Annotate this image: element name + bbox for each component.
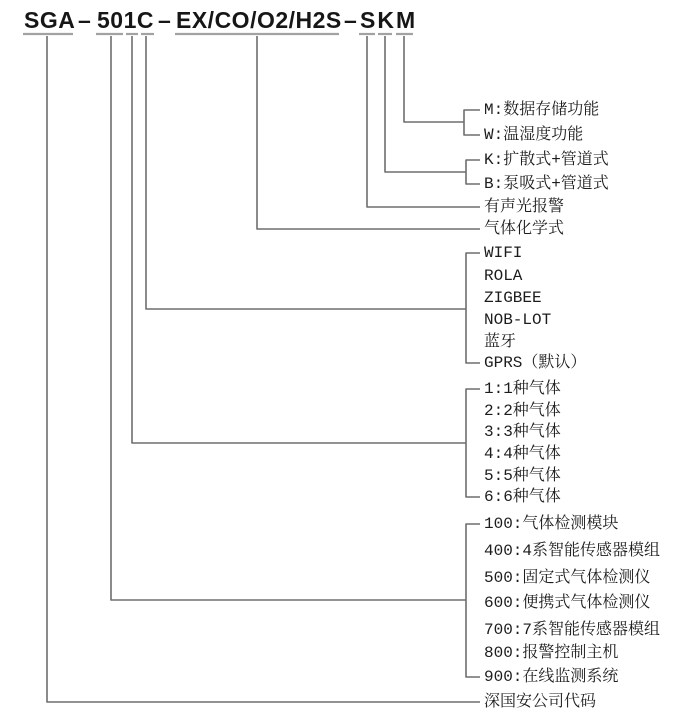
connector-gas-count (132, 36, 466, 443)
code-function-suffix: SKM (360, 7, 418, 33)
diagram-label-gprs-default: GPRS（默认） (484, 354, 587, 372)
code-company-prefix: SGA (24, 7, 76, 33)
connector-suffix-k (385, 36, 466, 172)
diagram-label-800-alarm-host: 800:报警控制主机 (484, 644, 619, 662)
diagram-label-m-data-storage: M:数据存储功能 (484, 101, 600, 119)
bracket-communication (466, 253, 480, 363)
diagram-label-zigbee: ZIGBEE (484, 289, 542, 307)
diagram-label-3-gas: 3:3种气体 (484, 423, 561, 441)
diagram-label-sound-light-alarm: 有声光报警 (484, 198, 565, 216)
diagram-label-b-pump: B:泵吸式+管道式 (484, 175, 609, 193)
bracket-k-b (466, 160, 480, 184)
diagram-label-nob-lot: NOB-LOT (484, 311, 552, 329)
diagram-label-900-online: 900:在线监测系统 (484, 668, 619, 686)
diagram-label-500-fixed: 500:固定式气体检测仪 (484, 569, 651, 587)
diagram-label-100-module: 100:气体检测模块 (484, 515, 619, 533)
diagram-label-bluetooth: 蓝牙 (484, 333, 517, 351)
diagram-label-company-code: 深国安公司代码 (484, 693, 597, 711)
code-separator: – (158, 7, 172, 33)
diagram-label-4-gas: 4:4种气体 (484, 445, 561, 463)
diagram-label-wifi: WIFI (484, 244, 523, 262)
diagram-label-5-gas: 5:5种气体 (484, 467, 561, 485)
code-separator: – (344, 7, 358, 33)
code-separator: – (78, 7, 92, 33)
diagram-label-rola: ROLA (484, 267, 523, 285)
diagram-label-2-gas: 2:2种气体 (484, 402, 561, 420)
diagram-label-1-gas: 1:1种气体 (484, 380, 561, 398)
connector-series (111, 36, 466, 600)
code-gas-formula: EX/CO/O2/H2S (176, 7, 342, 33)
diagram-label-w-temp-humidity: W:温湿度功能 (484, 126, 584, 144)
diagram-label-k-diffusion: K:扩散式+管道式 (484, 151, 609, 169)
diagram-label-700-sensor: 700:7系智能传感器模组 (484, 621, 661, 639)
code-series-number: 501C (97, 7, 154, 33)
connector-company (47, 36, 480, 702)
connector-gas-formula (257, 36, 480, 229)
bracket-m-w (464, 110, 480, 135)
diagram-label-400-sensor: 400:4系智能传感器模组 (484, 542, 661, 560)
diagram-label-6-gas: 6:6种气体 (484, 488, 561, 506)
bracket-series (466, 524, 480, 677)
bracket-gas-count (466, 389, 480, 497)
diagram-label-600-portable: 600:便携式气体检测仪 (484, 594, 651, 612)
connector-suffix-m (404, 36, 464, 122)
diagram-label-gas-formula: 气体化学式 (484, 220, 565, 238)
